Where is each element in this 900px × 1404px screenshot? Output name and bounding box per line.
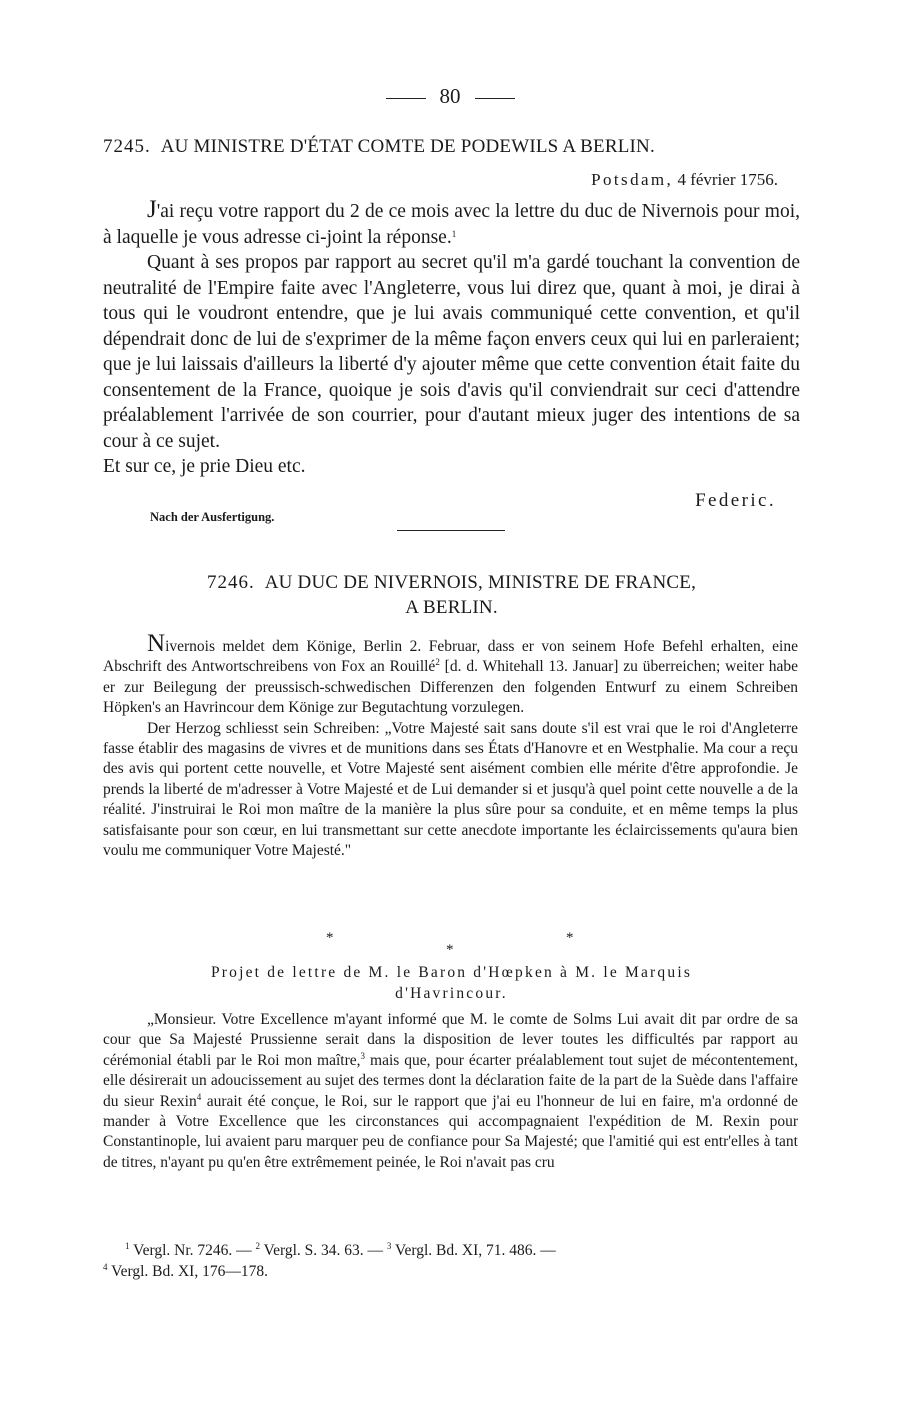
footnote-4: Vergl. Bd. XI, 176—178. [107, 1263, 268, 1280]
draft-footnote-ref-4: 4 [196, 1091, 202, 1102]
asterism-star-2: * [446, 942, 454, 958]
page-number-dash-left [386, 98, 426, 99]
doc1-source-note: Nach der Ausfertigung. [150, 510, 275, 524]
asterism-star-3: * [566, 930, 574, 946]
footnote-mark-3: 3 [386, 1241, 392, 1251]
doc1-paragraph-1-text: 'ai reçu votre rapport du 2 de ce mois avec la lettre du duc de Nivernois pour moi, à laquelle je vous adresse ci-joint la réponse. [103, 201, 800, 248]
asterism-star-1: * [326, 930, 334, 946]
doc2-title-line-2: A BERLIN. [405, 597, 498, 618]
page-number: 80 [439, 84, 461, 108]
footnote-3: Vergl. Bd. XI, 71. 486. — [391, 1242, 556, 1259]
doc2-paragraph-1 [103, 630, 798, 719]
footnote-mark-1: 1 [125, 1241, 130, 1251]
doc2-dropcap: N [147, 630, 166, 657]
draft-letter-body [103, 1010, 798, 1173]
doc2-summary [103, 630, 798, 861]
doc2-paragraph-2: Der Herzog schliesst sein Schreiben: „Votre Majesté sait sans doute s'il est vrai que le roi d'Angleterre fasse établir des magasins de vivres et de munitions dans ses États d'Hanovre et en Westphalie. Ma cour a reçu des avis qui portent cette nouvelle, et Votre Majesté sent aisément combien elle mérite d'être approfondie. Je prends la liberté de m'adresser à Votre Majesté et de Lui demander si et jusqu'à quel point cette nouvelle a de la réalité. J'instruirai le Roi mon maître de la manière la plus sûre pour sa conduite, et en même temps la plus satisfaisante pour son cœur, en lui transmettant sur cette anecdote importante les éclaircissements qu'aura bien voulu me communiquer Votre Majesté." [103, 719, 798, 860]
draft-letter-text-c: aurait été conçue, le Roi, sur le rapport que j'ai eu l'honneur de lui en faire, m'a ordonné de mander à Votre Excellence que les circonstances qui accompagnaient l'expédition de M. Rexin pour Constantinople, lui avaient paru marquer peu de confiance pour Sa Majesté; que l'amitié qui est entr'elles à tant de titres, n'ayant pu qu'en être extrêmement peinée, le Roi n'avait pas cru [103, 1092, 798, 1171]
footnote-mark-4: 4 [103, 1262, 108, 1272]
doc1-footnote-ref-1: 1 [451, 228, 457, 239]
footnote-2: Vergl. S. 34. 63. — [260, 1242, 387, 1259]
doc1-place-date [591, 170, 778, 190]
doc1-dropcap: J [147, 196, 157, 223]
footnotes [103, 1240, 815, 1282]
footnote-mark-2: 2 [255, 1241, 261, 1251]
draft-letter-text-a: „Monsieur. Votre Excellence m'ayant informé que M. le comte de Solms Lui avait dit par ordre de sa cour que Sa Majesté Prussienne serait dans la disposition de lever toutes les difficultés par rapport au cérémonial établi par le Roi mon maître, [103, 1011, 798, 1069]
doc2-heading-line-1 [103, 570, 800, 595]
doc1-paragraph-3: Et sur ce, je prie Dieu etc. [103, 456, 306, 477]
footnotes-line-1 [125, 1240, 815, 1261]
draft-letter-heading [103, 962, 800, 1004]
section-divider [397, 530, 505, 531]
doc2-heading [103, 570, 800, 620]
doc1-paragraph-2: Quant à ses propos par rapport au secret qu'il m'a gardé touchant la convention de neutralité de l'Empire faite avec l'Angleterre, vous lui direz que, quant à moi, je dirai à tous qui le voudront entendre, que je lui avais communiqué cette convention, et qu'il dépendrait donc de lui de s'exprimer de la même façon envers ceux qui lui en parleraient; que je lui laissais d'ailleurs la liberté d'y ajouter même que cette convention était faite du consentement de la France, quoique je sois d'avis qu'il conviendrait sur ceci d'attendre préalablement l'arrivée de son courrier, pour d'autant mieux juger des intentions de sa cour à ce sujet. [103, 252, 800, 452]
doc2-number: 7246. [206, 572, 255, 593]
footnote-1: Vergl. Nr. 7246. — [129, 1242, 256, 1259]
footnotes-line-2 [103, 1261, 815, 1282]
doc2-title-line-1: AU DUC DE NIVERNOIS, MINISTRE DE FRANCE, [264, 572, 697, 593]
doc1-heading [103, 136, 803, 158]
doc1-place: Potsdam, [591, 170, 674, 189]
draft-letter-paragraph [103, 1010, 798, 1173]
draft-footnote-ref-3: 3 [360, 1050, 366, 1061]
doc2-footnote-ref-2: 2 [435, 657, 440, 668]
page-number-dash-right [475, 98, 515, 99]
doc1-paragraph-1 [103, 197, 800, 250]
draft-letter-text-b: mais que, pour écarter préalablement tout sujet de mécontentement, elle désirerait un adoucissement au sujet des termes dont la déclaration faite de la part de la Suède dans l'affaire du sieur Rexin [103, 1051, 799, 1110]
doc1-number: 7245. [103, 136, 151, 157]
doc2-paragraph-1a: ivernois meldet dem Könige, Berlin 2. Februar, dass er von seinem Hofe Befehl erhalten, eine Abschrift des Antwortschreibens von Fox an Rouillé [103, 638, 798, 676]
doc1-body [103, 197, 800, 480]
doc1-signature: Federic. [695, 490, 776, 511]
doc1-title: AU MINISTRE D'ÉTAT COMTE DE PODEWILS A BERLIN. [160, 136, 655, 157]
draft-letter-heading-line-1: Projet de lettre de M. le Baron d'Hœpken à M. le Marquis [210, 964, 693, 981]
page-number-line [0, 84, 900, 109]
doc2-paragraph-1b: [d. d. Whitehall 13. Januar] zu überreichen; weiter habe er zur Beilegung der preussisch-schwedischen Differenzen den folgenden Entwurf zu einem Schreiben Höpken's an Havrincour dem Könige zur Begutachtung vorzulegen. [103, 658, 798, 717]
doc1-date: 4 février 1756. [677, 170, 778, 189]
draft-letter-heading-line-2: d'Havrincour. [395, 985, 508, 1002]
